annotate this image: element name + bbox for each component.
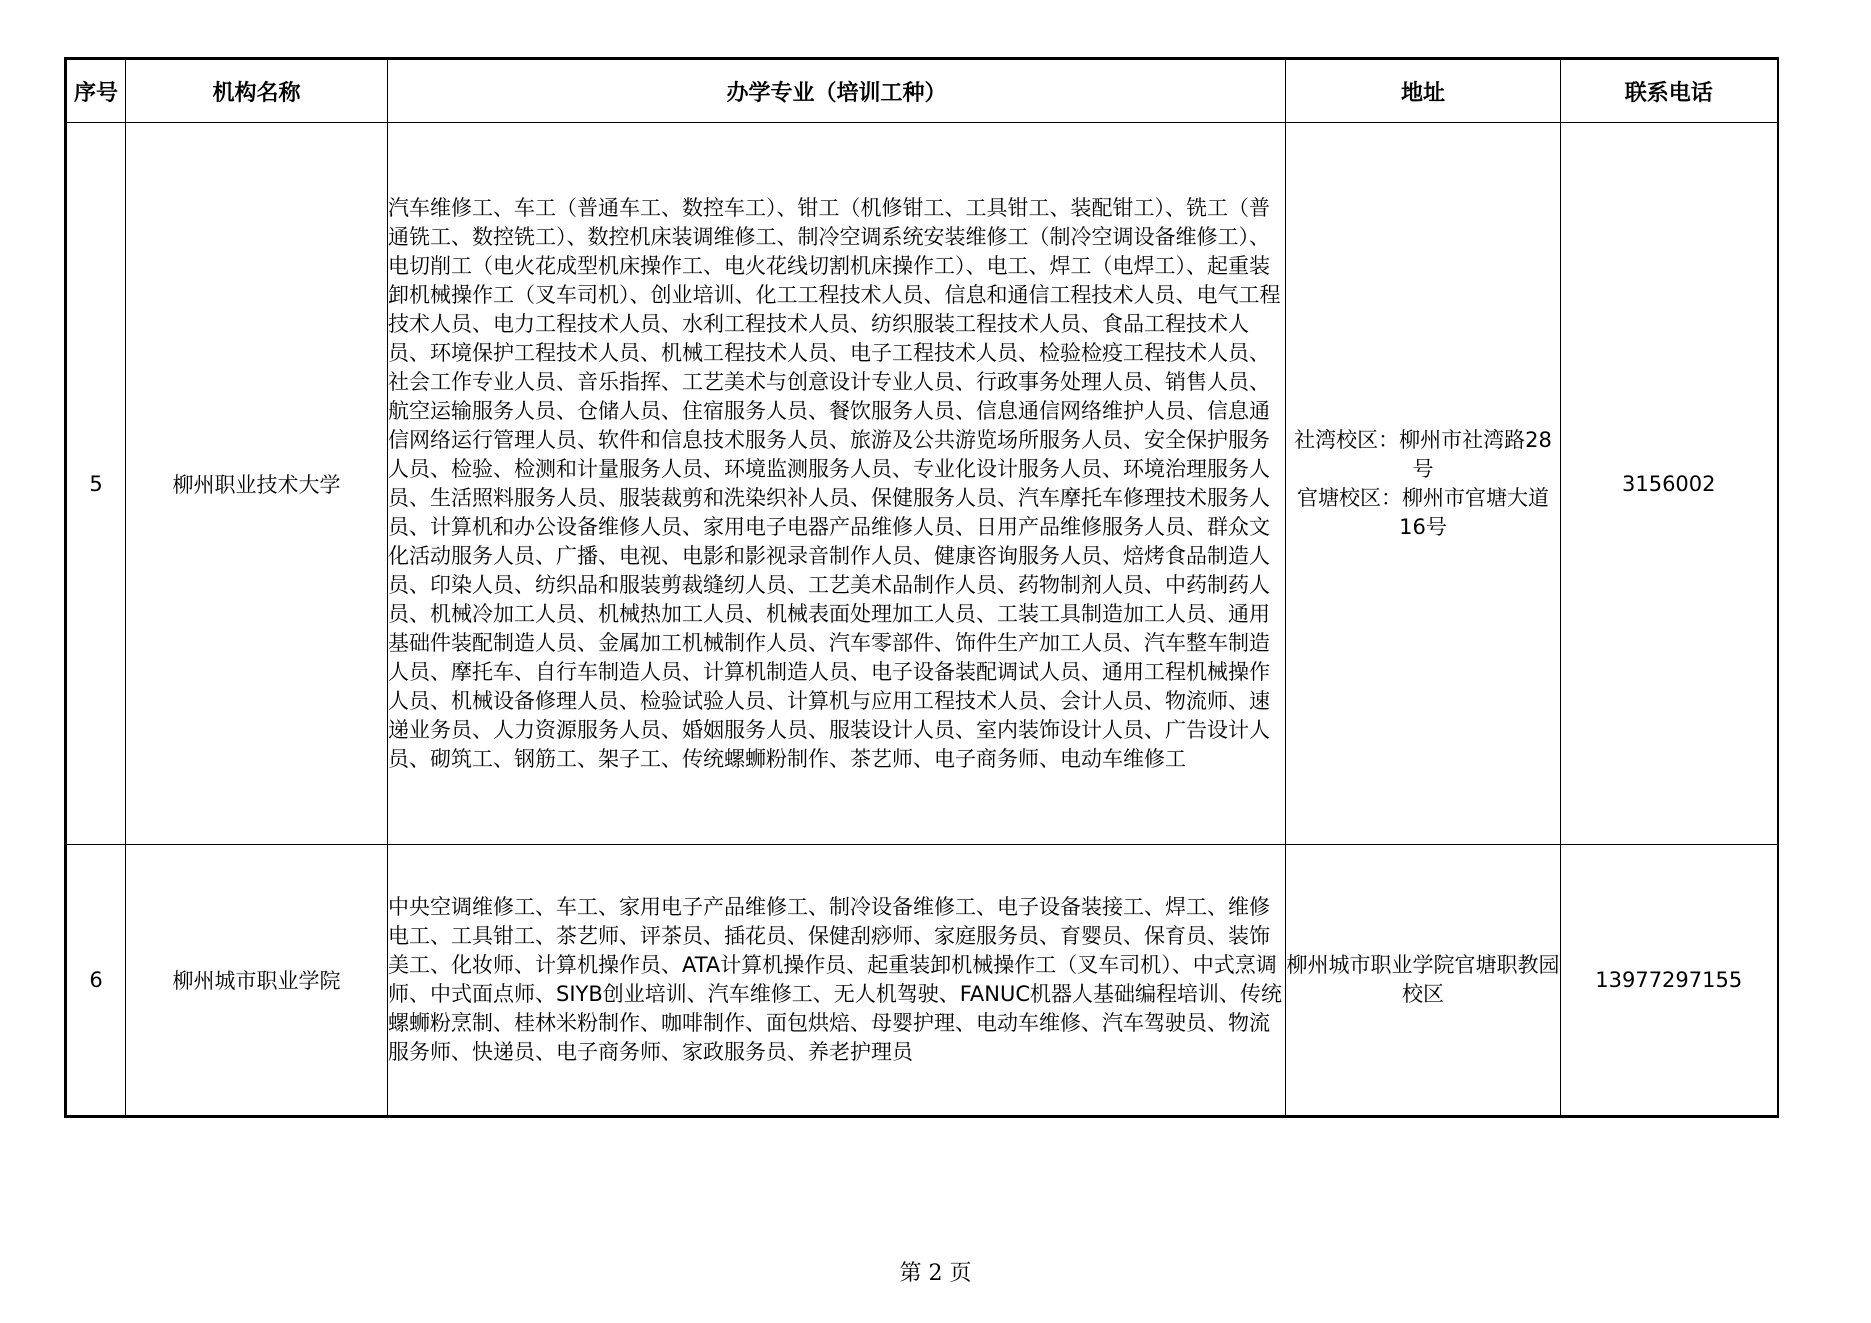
row-index: 6 [66, 845, 126, 1117]
header-phone: 联系电话 [1561, 59, 1778, 123]
address-cell [1286, 123, 1561, 845]
row-index: 5 [66, 123, 126, 845]
phone-number: 13977297155 [1561, 845, 1778, 1117]
address-cell [1286, 845, 1561, 1117]
majors-list: 汽车维修工、车工（普通车工、数控车工）、钳工（机修钳工、工具钳工、装配钳工）、铣工（普通铣工、数控铣工）、数控机床装调维修工、制冷空调系统安装维修工（制冷空调设备维修工）、电切削工（电火花成型机床操作工、电火花线切割机床操作工）、电工、焊工（电焊工）、起重装卸机械操作工（叉车司机）、创业培训、化工工程技术人员、信息和通信工程技术人员、电气工程技术人员、电力工程技术人员、水利工程技术人员、纺织服装工程技术人员、食品工程技术人员、环境保护工程技术人员、机械工程技术人员、电子工程技术人员、检验检疫工程技术人员、社会工作专业人员、音乐指挥、工艺美术与创意设计专业人员、行政事务处理人员、销售人员、航空运输服务人员、仓储人员、住宿服务人员、餐饮服务人员、信息通信网络维护人员、信息通信网络运行管理人员、软件和信息技术服务人员、旅游及公共游览场所服务人员、安全保护服务人员、检验、检测和计量服务人员、环境监测服务人员、专业化设计服务人员、环境治理服务人员、生活照料服务人员、服装裁剪和洗染织补人员、保健服务人员、汽车摩托车修理技术服务人员、计算机和办公设备维修人员、家用电子电器产品维修人员、日用产品维修服务人员、群众文化活动服务人员、广播、电视、电影和影视录音制作人员、健康咨询服务人员、焙烤食品制造人员、印染人员、纺织品和服装剪裁缝纫人员、工艺美术品制作人员、药物制剂人员、中药制药人员、机械冷加工人员、机械热加工人员、机械表面处理加工人员、工装工具制造加工人员、通用基础件装配制造人员、金属加工机械制作人员、汽车零部件、饰件生产加工人员、汽车整车制造人员、摩托车、自行车制造人员、计算机制造人员、电子设备装配调试人员、通用工程机械操作人员、机械设备修理人员、检验试验人员、计算机与应用工程技术人员、会计人员、物流师、速递业务员、人力资源服务人员、婚姻服务人员、服装设计人员、室内装饰设计人员、广告设计人员、砌筑工、钢筋工、架子工、传统螺蛳粉制作、茶艺师、电子商务师、电动车维修工 [388, 123, 1286, 845]
institution-name: 柳州职业技术大学 [126, 123, 388, 845]
address-line: 社湾校区：柳州市社湾路28号 [1294, 427, 1552, 481]
header-address: 地址 [1286, 59, 1561, 123]
header-index: 序号 [66, 59, 126, 123]
table-row [66, 845, 1778, 1117]
institution-name: 柳州城市职业学院 [126, 845, 388, 1117]
header-name: 机构名称 [126, 59, 388, 123]
majors-list: 中央空调维修工、车工、家用电子产品维修工、制冷设备维修工、电子设备装接工、焊工、维修电工、工具钳工、茶艺师、评茶员、插花员、保健刮痧师、家庭服务员、育婴员、保育员、装饰美工、化妆师、计算机操作员、ATA计算机操作员、起重装卸机械操作工（叉车司机）、中式烹调师、中式面点师、SIYB创业培训、汽车维修工、无人机驾驶、FANUC机器人基础编程培训、传统螺蛳粉烹制、桂林米粉制作、咖啡制作、面包烘焙、母婴护理、电动车维修、汽车驾驶员、物流服务师、快递员、电子商务师、家政服务员、养老护理员 [388, 845, 1286, 1117]
table-row [66, 123, 1778, 845]
document-sheet [64, 57, 1776, 1118]
phone-number: 3156002 [1561, 123, 1778, 845]
address-line: 官塘校区：柳州市官塘大道16号 [1297, 485, 1549, 539]
address-line: 柳州城市职业学院官塘职教园校区 [1286, 953, 1560, 1006]
header-majors: 办学专业（培训工种） [388, 59, 1286, 123]
page-number: 第 2 页 [899, 1261, 972, 1286]
institution-table [64, 57, 1779, 1118]
table-header-row [66, 59, 1778, 123]
